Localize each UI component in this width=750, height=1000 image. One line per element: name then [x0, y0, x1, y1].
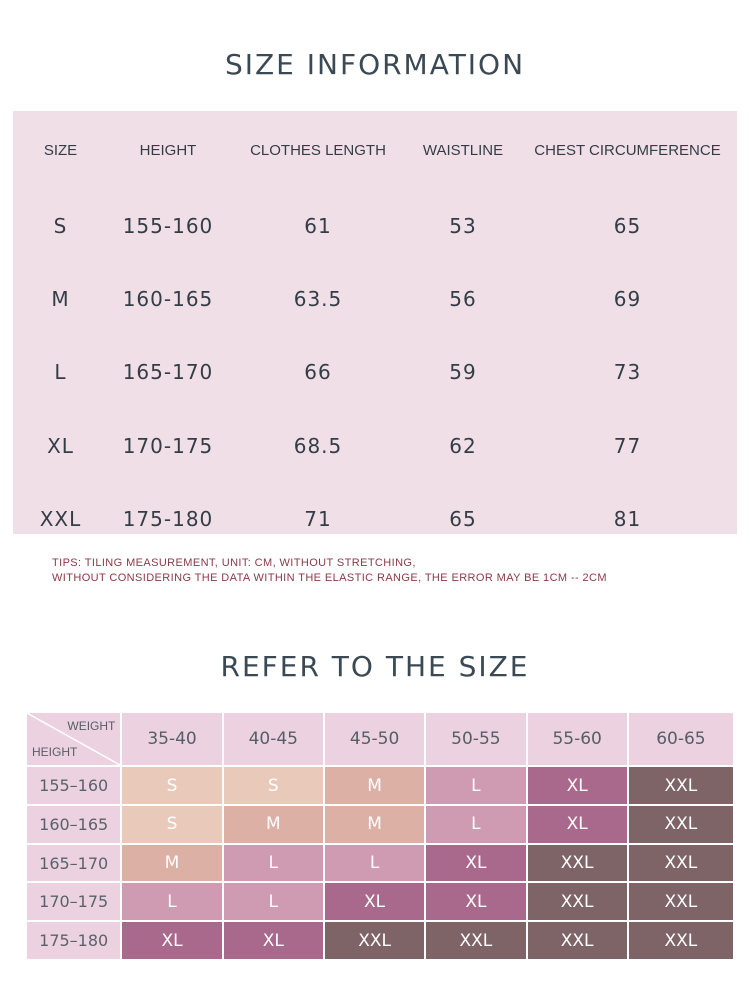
- column-header-height: HEIGHT: [139, 141, 197, 159]
- size-recommendation-grid: [27, 713, 733, 959]
- clothes-length-cell: 66: [304, 360, 332, 385]
- clothes-length-cell: 68.5: [293, 433, 343, 458]
- column-header-chest-circumference: CHEST CIRCUMFERENCE: [534, 141, 721, 159]
- size-recommendation-cell: XXL: [629, 845, 733, 882]
- height-cell: 155-160: [122, 213, 214, 238]
- waistline-cell: 53: [449, 213, 477, 238]
- clothes-length-cell: 63.5: [293, 287, 343, 312]
- size-cell: M: [51, 287, 70, 312]
- size-recommendation-cell: M: [325, 767, 424, 804]
- size-recommendation-cell: XL: [224, 922, 323, 959]
- weight-axis-label: WEIGHT: [67, 719, 116, 733]
- weight-column-header: 40-45: [224, 713, 323, 765]
- table-row: [13, 336, 737, 409]
- weight-column-header: 55-60: [528, 713, 627, 765]
- size-recommendation-cell: L: [224, 883, 323, 920]
- size-recommendation-cell: XL: [528, 767, 627, 804]
- size-cell: L: [54, 360, 67, 385]
- size-recommendation-cell: XXL: [629, 767, 733, 804]
- table-row: [13, 409, 737, 482]
- size-recommendation-cell: XL: [325, 883, 424, 920]
- weight-column-header: 35-40: [122, 713, 221, 765]
- weight-column-header: 60-65: [629, 713, 733, 765]
- height-axis-label: HEIGHT: [32, 745, 78, 760]
- column-header-waistline: WAISTLINE: [422, 141, 504, 159]
- size-recommendation-cell: XL: [122, 922, 221, 959]
- chest-cell: 73: [613, 360, 642, 385]
- size-recommendation-cell: XXL: [629, 806, 733, 843]
- waistline-cell: 65: [449, 507, 477, 532]
- size-recommendation-cell: XXL: [528, 845, 627, 882]
- size-table-header-row: [13, 111, 737, 189]
- table-row: [13, 189, 737, 262]
- size-recommendation-cell: XL: [426, 883, 525, 920]
- size-recommendation-cell: L: [426, 767, 525, 804]
- size-recommendation-cell: L: [122, 883, 221, 920]
- waistline-cell: 59: [449, 360, 477, 385]
- waistline-cell: 56: [449, 287, 477, 312]
- size-recommendation-cell: M: [224, 806, 323, 843]
- size-recommendation-cell: XXL: [426, 922, 525, 959]
- height-row-header: 160–165: [27, 806, 120, 843]
- weight-column-header: 50-55: [426, 713, 525, 765]
- size-recommendation-cell: XL: [528, 806, 627, 843]
- size-recommendation-cell: XXL: [325, 922, 424, 959]
- grid-corner-header: [27, 713, 120, 765]
- size-recommendation-cell: XXL: [629, 883, 733, 920]
- height-row-header: 170–175: [27, 883, 120, 920]
- size-information-title: SIZE INFORMATION: [224, 48, 526, 81]
- clothes-length-cell: 71: [304, 507, 332, 532]
- size-recommendation-cell: XXL: [528, 922, 627, 959]
- size-recommendation-cell: S: [224, 767, 323, 804]
- measurement-tips: [52, 556, 732, 586]
- height-cell: 160-165: [122, 287, 214, 312]
- tips-line-1: TIPS: TILING MEASUREMENT, UNIT: CM, WITHOUT STRETCHING,: [52, 557, 416, 569]
- size-recommendation-cell: L: [325, 845, 424, 882]
- tips-line-2: WITHOUT CONSIDERING THE DATA WITHIN THE ELASTIC RANGE, THE ERROR MAY BE 1CM -- 2CM: [52, 572, 607, 584]
- chest-cell: 69: [613, 287, 642, 312]
- refer-to-size-title: REFER TO THE SIZE: [220, 650, 530, 683]
- size-recommendation-cell: L: [224, 845, 323, 882]
- clothes-length-cell: 61: [304, 213, 332, 238]
- size-information-table: [13, 111, 737, 534]
- size-recommendation-cell: XXL: [629, 922, 733, 959]
- height-row-header: 165–170: [27, 845, 120, 882]
- size-recommendation-cell: M: [325, 806, 424, 843]
- size-recommendation-cell: M: [122, 845, 221, 882]
- size-recommendation-cell: S: [122, 767, 221, 804]
- column-header-size: SIZE: [43, 141, 78, 159]
- height-row-header: 155–160: [27, 767, 120, 804]
- chest-cell: 81: [613, 507, 642, 532]
- height-row-header: 175–180: [27, 922, 120, 959]
- size-recommendation-cell: L: [426, 806, 525, 843]
- chest-cell: 77: [613, 433, 642, 458]
- size-recommendation-cell: S: [122, 806, 221, 843]
- height-cell: 165-170: [122, 360, 214, 385]
- chest-cell: 65: [613, 213, 642, 238]
- weight-column-header: 45-50: [325, 713, 424, 765]
- waistline-cell: 62: [449, 433, 477, 458]
- table-row: [13, 483, 737, 556]
- table-row: [13, 262, 737, 335]
- size-cell: S: [53, 213, 68, 238]
- height-cell: 170-175: [122, 433, 214, 458]
- height-cell: 175-180: [122, 507, 214, 532]
- size-cell: XL: [47, 433, 74, 458]
- size-recommendation-cell: XL: [426, 845, 525, 882]
- size-recommendation-cell: XXL: [528, 883, 627, 920]
- size-cell: XXL: [39, 507, 82, 532]
- column-header-clothes-length: CLOTHES LENGTH: [250, 141, 386, 159]
